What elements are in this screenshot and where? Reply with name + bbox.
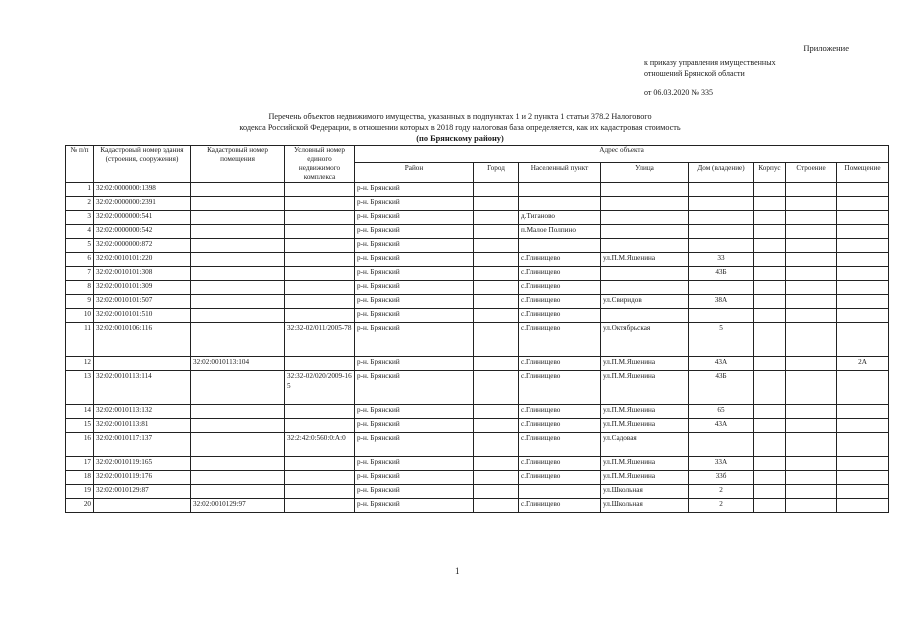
cell-cad-building: 32:02:0010113:132: [94, 405, 191, 419]
table-row: [66, 419, 889, 433]
cell-street: ул.П.М.Яшенина: [601, 357, 689, 371]
cell-stroenie: [786, 419, 837, 433]
cell-house: [689, 433, 754, 457]
cell-cad-building: 32:02:0000000:1398: [94, 183, 191, 197]
appendix-label: Приложение: [803, 43, 849, 53]
cell-korpus: [754, 371, 786, 405]
header-cad-room: Кадастровый номер помещения: [191, 146, 285, 183]
cell-stroenie: [786, 183, 837, 197]
cell-house: [689, 197, 754, 211]
table-row: [66, 433, 889, 457]
cell-locality: [519, 197, 601, 211]
cell-cad-building: 32:02:0000000:542: [94, 225, 191, 239]
cell-locality: с.Глинищево: [519, 419, 601, 433]
cell-city: [474, 499, 519, 513]
cell-num: 19: [66, 485, 94, 499]
cell-num: 15: [66, 419, 94, 433]
table-row: [66, 253, 889, 267]
cell-district: р-н. Брянский: [355, 253, 474, 267]
cell-locality: [519, 183, 601, 197]
header-cad-building: Кадастровый номер здания (строения, сооружения): [94, 146, 191, 183]
header-cond-num: Условный номер единого недвижимого комплекса: [285, 146, 355, 183]
cell-pomeschenie: [837, 457, 889, 471]
cell-stroenie: [786, 485, 837, 499]
cell-street: ул.Школьная: [601, 499, 689, 513]
cell-pomeschenie: [837, 239, 889, 253]
cell-pomeschenie: [837, 419, 889, 433]
cell-cad-room: [191, 371, 285, 405]
cell-street: ул.П.М.Яшенина: [601, 419, 689, 433]
cell-num: 6: [66, 253, 94, 267]
cell-street: [601, 183, 689, 197]
cell-num: 13: [66, 371, 94, 405]
cell-korpus: [754, 267, 786, 281]
cell-district: р-н. Брянский: [355, 433, 474, 457]
cell-cad-building: 32:02:0010117:137: [94, 433, 191, 457]
cell-cad-room: [191, 211, 285, 225]
table-body: [66, 183, 889, 513]
cell-cad-room: [191, 267, 285, 281]
cell-num: 11: [66, 323, 94, 357]
cell-num: 4: [66, 225, 94, 239]
cell-stroenie: [786, 197, 837, 211]
cell-street: [601, 239, 689, 253]
cell-cond-num: [285, 405, 355, 419]
table-row: [66, 225, 889, 239]
cell-district: р-н. Брянский: [355, 419, 474, 433]
cell-street: [601, 197, 689, 211]
cell-korpus: [754, 211, 786, 225]
cell-street: ул.П.М.Яшенина: [601, 253, 689, 267]
header-korpus: Корпус: [754, 162, 786, 182]
cell-district: р-н. Брянский: [355, 281, 474, 295]
cell-city: [474, 253, 519, 267]
cell-stroenie: [786, 357, 837, 371]
title-line-2: кодекса Российской Федерации, в отношении которых в 2018 году налоговая база определяется, как их кадастровая стоимость: [239, 123, 681, 132]
cell-num: 16: [66, 433, 94, 457]
cell-city: [474, 485, 519, 499]
table-row: [66, 457, 889, 471]
cell-house: 43Б: [689, 371, 754, 405]
cell-street: ул.Школьная: [601, 485, 689, 499]
cell-cad-room: [191, 433, 285, 457]
cell-locality: с.Глинищево: [519, 253, 601, 267]
cell-street: [601, 281, 689, 295]
title-line-1: Перечень объектов недвижимого имущества, указанных в подпунктах 1 и 2 пункта 1 статьи 378.2 Налогового: [268, 112, 652, 121]
cell-cond-num: [285, 267, 355, 281]
cell-street: ул.П.М.Яшенина: [601, 371, 689, 405]
cell-korpus: [754, 499, 786, 513]
cell-cond-num: [285, 357, 355, 371]
cell-cad-room: [191, 419, 285, 433]
table-row: [66, 211, 889, 225]
cell-num: 3: [66, 211, 94, 225]
header-district: Район: [355, 162, 474, 182]
cell-city: [474, 309, 519, 323]
cell-cad-building: 32:02:0010101:308: [94, 267, 191, 281]
cell-city: [474, 295, 519, 309]
cell-cad-room: [191, 485, 285, 499]
header-stroenie: Строение: [786, 162, 837, 182]
cell-korpus: [754, 405, 786, 419]
table-row: [66, 499, 889, 513]
cell-korpus: [754, 471, 786, 485]
cell-pomeschenie: [837, 281, 889, 295]
cell-korpus: [754, 309, 786, 323]
cell-korpus: [754, 239, 786, 253]
cell-num: 2: [66, 197, 94, 211]
cell-house: [689, 183, 754, 197]
cell-locality: с.Глинищево: [519, 309, 601, 323]
cell-korpus: [754, 253, 786, 267]
cell-cad-room: [191, 457, 285, 471]
cell-pomeschenie: [837, 183, 889, 197]
cell-cond-num: [285, 211, 355, 225]
cell-locality: с.Глинищево: [519, 267, 601, 281]
cell-stroenie: [786, 457, 837, 471]
cell-locality: с.Глинищево: [519, 295, 601, 309]
cell-district: р-н. Брянский: [355, 225, 474, 239]
header-house: Дом (владение): [689, 162, 754, 182]
cell-city: [474, 457, 519, 471]
table-row: [66, 281, 889, 295]
cell-city: [474, 211, 519, 225]
document-title: [140, 111, 780, 144]
cell-stroenie: [786, 281, 837, 295]
cell-cond-num: 32:2:42:0:560:0:А:0: [285, 433, 355, 457]
cell-house: [689, 239, 754, 253]
cell-stroenie: [786, 433, 837, 457]
cell-korpus: [754, 433, 786, 457]
cell-cad-room: [191, 405, 285, 419]
cell-pomeschenie: [837, 485, 889, 499]
cell-stroenie: [786, 371, 837, 405]
cell-city: [474, 419, 519, 433]
cell-cond-num: [285, 471, 355, 485]
cell-cad-room: [191, 323, 285, 357]
header-address: Адрес объекта: [355, 146, 889, 163]
cell-num: 20: [66, 499, 94, 513]
cell-cad-building: 32:02:0010119:176: [94, 471, 191, 485]
cell-locality: п.Малое Полпино: [519, 225, 601, 239]
order-line-2: отношений Брянской области: [644, 69, 745, 78]
cell-cad-room: [191, 295, 285, 309]
cell-district: р-н. Брянский: [355, 183, 474, 197]
cell-street: [601, 211, 689, 225]
cell-house: 2: [689, 485, 754, 499]
cell-num: 5: [66, 239, 94, 253]
cell-korpus: [754, 281, 786, 295]
cell-cad-room: [191, 281, 285, 295]
header-locality: Населенный пункт: [519, 162, 601, 182]
cell-pomeschenie: [837, 371, 889, 405]
cell-korpus: [754, 197, 786, 211]
cell-house: 65: [689, 405, 754, 419]
cell-korpus: [754, 295, 786, 309]
cell-house: 33: [689, 253, 754, 267]
cell-korpus: [754, 419, 786, 433]
cell-district: р-н. Брянский: [355, 485, 474, 499]
cell-cad-building: 32:02:0010113:114: [94, 371, 191, 405]
cell-cad-building: 32:02:0010101:510: [94, 309, 191, 323]
table-row: [66, 405, 889, 419]
cell-pomeschenie: [837, 295, 889, 309]
cell-locality: с.Глинищево: [519, 457, 601, 471]
table-row: [66, 239, 889, 253]
cell-cad-room: [191, 183, 285, 197]
cell-city: [474, 471, 519, 485]
cell-district: р-н. Брянский: [355, 471, 474, 485]
cell-district: р-н. Брянский: [355, 267, 474, 281]
cell-house: 43А: [689, 419, 754, 433]
table-row: [66, 267, 889, 281]
cell-house: [689, 225, 754, 239]
cell-korpus: [754, 357, 786, 371]
cell-city: [474, 267, 519, 281]
cell-street: ул.Садовая: [601, 433, 689, 457]
cell-street: ул.П.М.Яшенина: [601, 405, 689, 419]
cell-korpus: [754, 225, 786, 239]
cell-korpus: [754, 457, 786, 471]
cell-cond-num: [285, 253, 355, 267]
cell-cond-num: [285, 197, 355, 211]
header-pomeschenie: Помещение: [837, 162, 889, 182]
cell-cond-num: [285, 457, 355, 471]
cell-num: 10: [66, 309, 94, 323]
cell-house: 38А: [689, 295, 754, 309]
cell-korpus: [754, 485, 786, 499]
cell-house: 33А: [689, 457, 754, 471]
cell-cond-num: [285, 499, 355, 513]
cell-city: [474, 281, 519, 295]
cell-pomeschenie: [837, 197, 889, 211]
cell-korpus: [754, 323, 786, 357]
cell-cad-building: 32:02:0010113:81: [94, 419, 191, 433]
cell-cad-building: 32:02:0010106:116: [94, 323, 191, 357]
cell-street: ул.Свиридов: [601, 295, 689, 309]
cell-house: 5: [689, 323, 754, 357]
cell-pomeschenie: [837, 225, 889, 239]
cell-locality: [519, 239, 601, 253]
cell-locality: д.Тиганово: [519, 211, 601, 225]
cell-street: [601, 267, 689, 281]
cell-num: 8: [66, 281, 94, 295]
cell-pomeschenie: [837, 405, 889, 419]
cell-stroenie: [786, 499, 837, 513]
cell-num: 9: [66, 295, 94, 309]
cell-cond-num: [285, 295, 355, 309]
cell-district: р-н. Брянский: [355, 197, 474, 211]
cell-cad-building: [94, 357, 191, 371]
cell-district: р-н. Брянский: [355, 357, 474, 371]
cell-cad-room: 32:02:0010129:97: [191, 499, 285, 513]
cell-house: 43Б: [689, 267, 754, 281]
cell-locality: [519, 485, 601, 499]
cell-locality: с.Глинищево: [519, 371, 601, 405]
order-reference: [644, 57, 776, 98]
cell-stroenie: [786, 225, 837, 239]
cell-num: 17: [66, 457, 94, 471]
cell-cad-building: 32:02:0000000:541: [94, 211, 191, 225]
cell-num: 14: [66, 405, 94, 419]
cell-stroenie: [786, 295, 837, 309]
cell-street: ул.П.М.Яшенина: [601, 471, 689, 485]
table-row: [66, 357, 889, 371]
cell-house: 2: [689, 499, 754, 513]
cell-pomeschenie: 2А: [837, 357, 889, 371]
cell-stroenie: [786, 239, 837, 253]
cell-locality: с.Глинищево: [519, 323, 601, 357]
table-row: [66, 471, 889, 485]
cell-district: р-н. Брянский: [355, 371, 474, 405]
header-city: Город: [474, 162, 519, 182]
cell-street: ул.П.М.Яшенина: [601, 457, 689, 471]
table-row: [66, 295, 889, 309]
cell-district: р-н. Брянский: [355, 405, 474, 419]
cell-street: [601, 309, 689, 323]
table-row: [66, 197, 889, 211]
cell-cond-num: [285, 225, 355, 239]
cell-cond-num: [285, 419, 355, 433]
cell-district: р-н. Брянский: [355, 295, 474, 309]
cell-street: [601, 225, 689, 239]
table-row: [66, 309, 889, 323]
title-subtitle: (по Брянскому району): [416, 134, 504, 143]
cell-cad-building: 32:02:0010101:220: [94, 253, 191, 267]
cell-stroenie: [786, 211, 837, 225]
cell-num: 12: [66, 357, 94, 371]
cell-pomeschenie: [837, 499, 889, 513]
cell-cond-num: [285, 485, 355, 499]
cell-locality: с.Глинищево: [519, 405, 601, 419]
cell-cond-num: [285, 239, 355, 253]
cell-cad-building: 32:02:0010101:507: [94, 295, 191, 309]
cell-num: 1: [66, 183, 94, 197]
cell-pomeschenie: [837, 323, 889, 357]
table-row: [66, 371, 889, 405]
cell-district: р-н. Брянский: [355, 211, 474, 225]
cell-house: [689, 281, 754, 295]
cell-cond-num: 32:32-02/020/2009-165: [285, 371, 355, 405]
cell-house: 33б: [689, 471, 754, 485]
cell-num: 7: [66, 267, 94, 281]
cell-korpus: [754, 183, 786, 197]
page-number: 1: [455, 566, 460, 576]
cell-cond-num: [285, 281, 355, 295]
cell-locality: с.Глинищево: [519, 471, 601, 485]
cell-cad-room: [191, 239, 285, 253]
cell-pomeschenie: [837, 471, 889, 485]
cell-stroenie: [786, 323, 837, 357]
cell-city: [474, 371, 519, 405]
cell-district: р-н. Брянский: [355, 457, 474, 471]
cell-district: р-н. Брянский: [355, 323, 474, 357]
cell-district: р-н. Брянский: [355, 499, 474, 513]
cell-city: [474, 197, 519, 211]
cell-cad-room: [191, 253, 285, 267]
cell-stroenie: [786, 253, 837, 267]
cell-stroenie: [786, 267, 837, 281]
cell-house: 43А: [689, 357, 754, 371]
table-row: [66, 323, 889, 357]
cell-city: [474, 225, 519, 239]
cell-locality: с.Глинищево: [519, 499, 601, 513]
cell-stroenie: [786, 471, 837, 485]
cell-cond-num: [285, 183, 355, 197]
cell-cad-room: [191, 471, 285, 485]
order-line-1: к приказу управления имущественных: [644, 58, 776, 67]
cell-cond-num: 32:32-02/011/2005-78: [285, 323, 355, 357]
cell-stroenie: [786, 309, 837, 323]
cell-city: [474, 357, 519, 371]
cell-locality: с.Глинищево: [519, 433, 601, 457]
cell-cond-num: [285, 309, 355, 323]
cell-pomeschenie: [837, 253, 889, 267]
cell-city: [474, 433, 519, 457]
cell-cad-building: 32:02:0010101:309: [94, 281, 191, 295]
cell-district: р-н. Брянский: [355, 239, 474, 253]
cell-city: [474, 183, 519, 197]
cell-locality: с.Глинищево: [519, 357, 601, 371]
property-table: [65, 145, 889, 513]
cell-cad-building: [94, 499, 191, 513]
cell-pomeschenie: [837, 309, 889, 323]
cell-locality: с.Глинищево: [519, 281, 601, 295]
cell-street: ул.Октябрьская: [601, 323, 689, 357]
cell-district: р-н. Брянский: [355, 309, 474, 323]
cell-cad-building: 32:02:0010129:87: [94, 485, 191, 499]
cell-stroenie: [786, 405, 837, 419]
cell-city: [474, 323, 519, 357]
cell-num: 18: [66, 471, 94, 485]
cell-pomeschenie: [837, 211, 889, 225]
table-row: [66, 183, 889, 197]
order-date: от 06.03.2020 № 335: [644, 88, 714, 97]
cell-pomeschenie: [837, 267, 889, 281]
cell-city: [474, 239, 519, 253]
header-street: Улица: [601, 162, 689, 182]
cell-house: [689, 211, 754, 225]
cell-cad-building: 32:02:0010119:165: [94, 457, 191, 471]
cell-cad-room: [191, 309, 285, 323]
cell-city: [474, 405, 519, 419]
cell-cad-building: 32:02:0000000:2391: [94, 197, 191, 211]
table-row: [66, 485, 889, 499]
cell-pomeschenie: [837, 433, 889, 457]
header-num: № п/п: [66, 146, 94, 183]
cell-cad-room: [191, 197, 285, 211]
cell-cad-room: 32:02:0010113:104: [191, 357, 285, 371]
cell-house: [689, 309, 754, 323]
cell-cad-building: 32:02:0000000:872: [94, 239, 191, 253]
cell-cad-room: [191, 225, 285, 239]
